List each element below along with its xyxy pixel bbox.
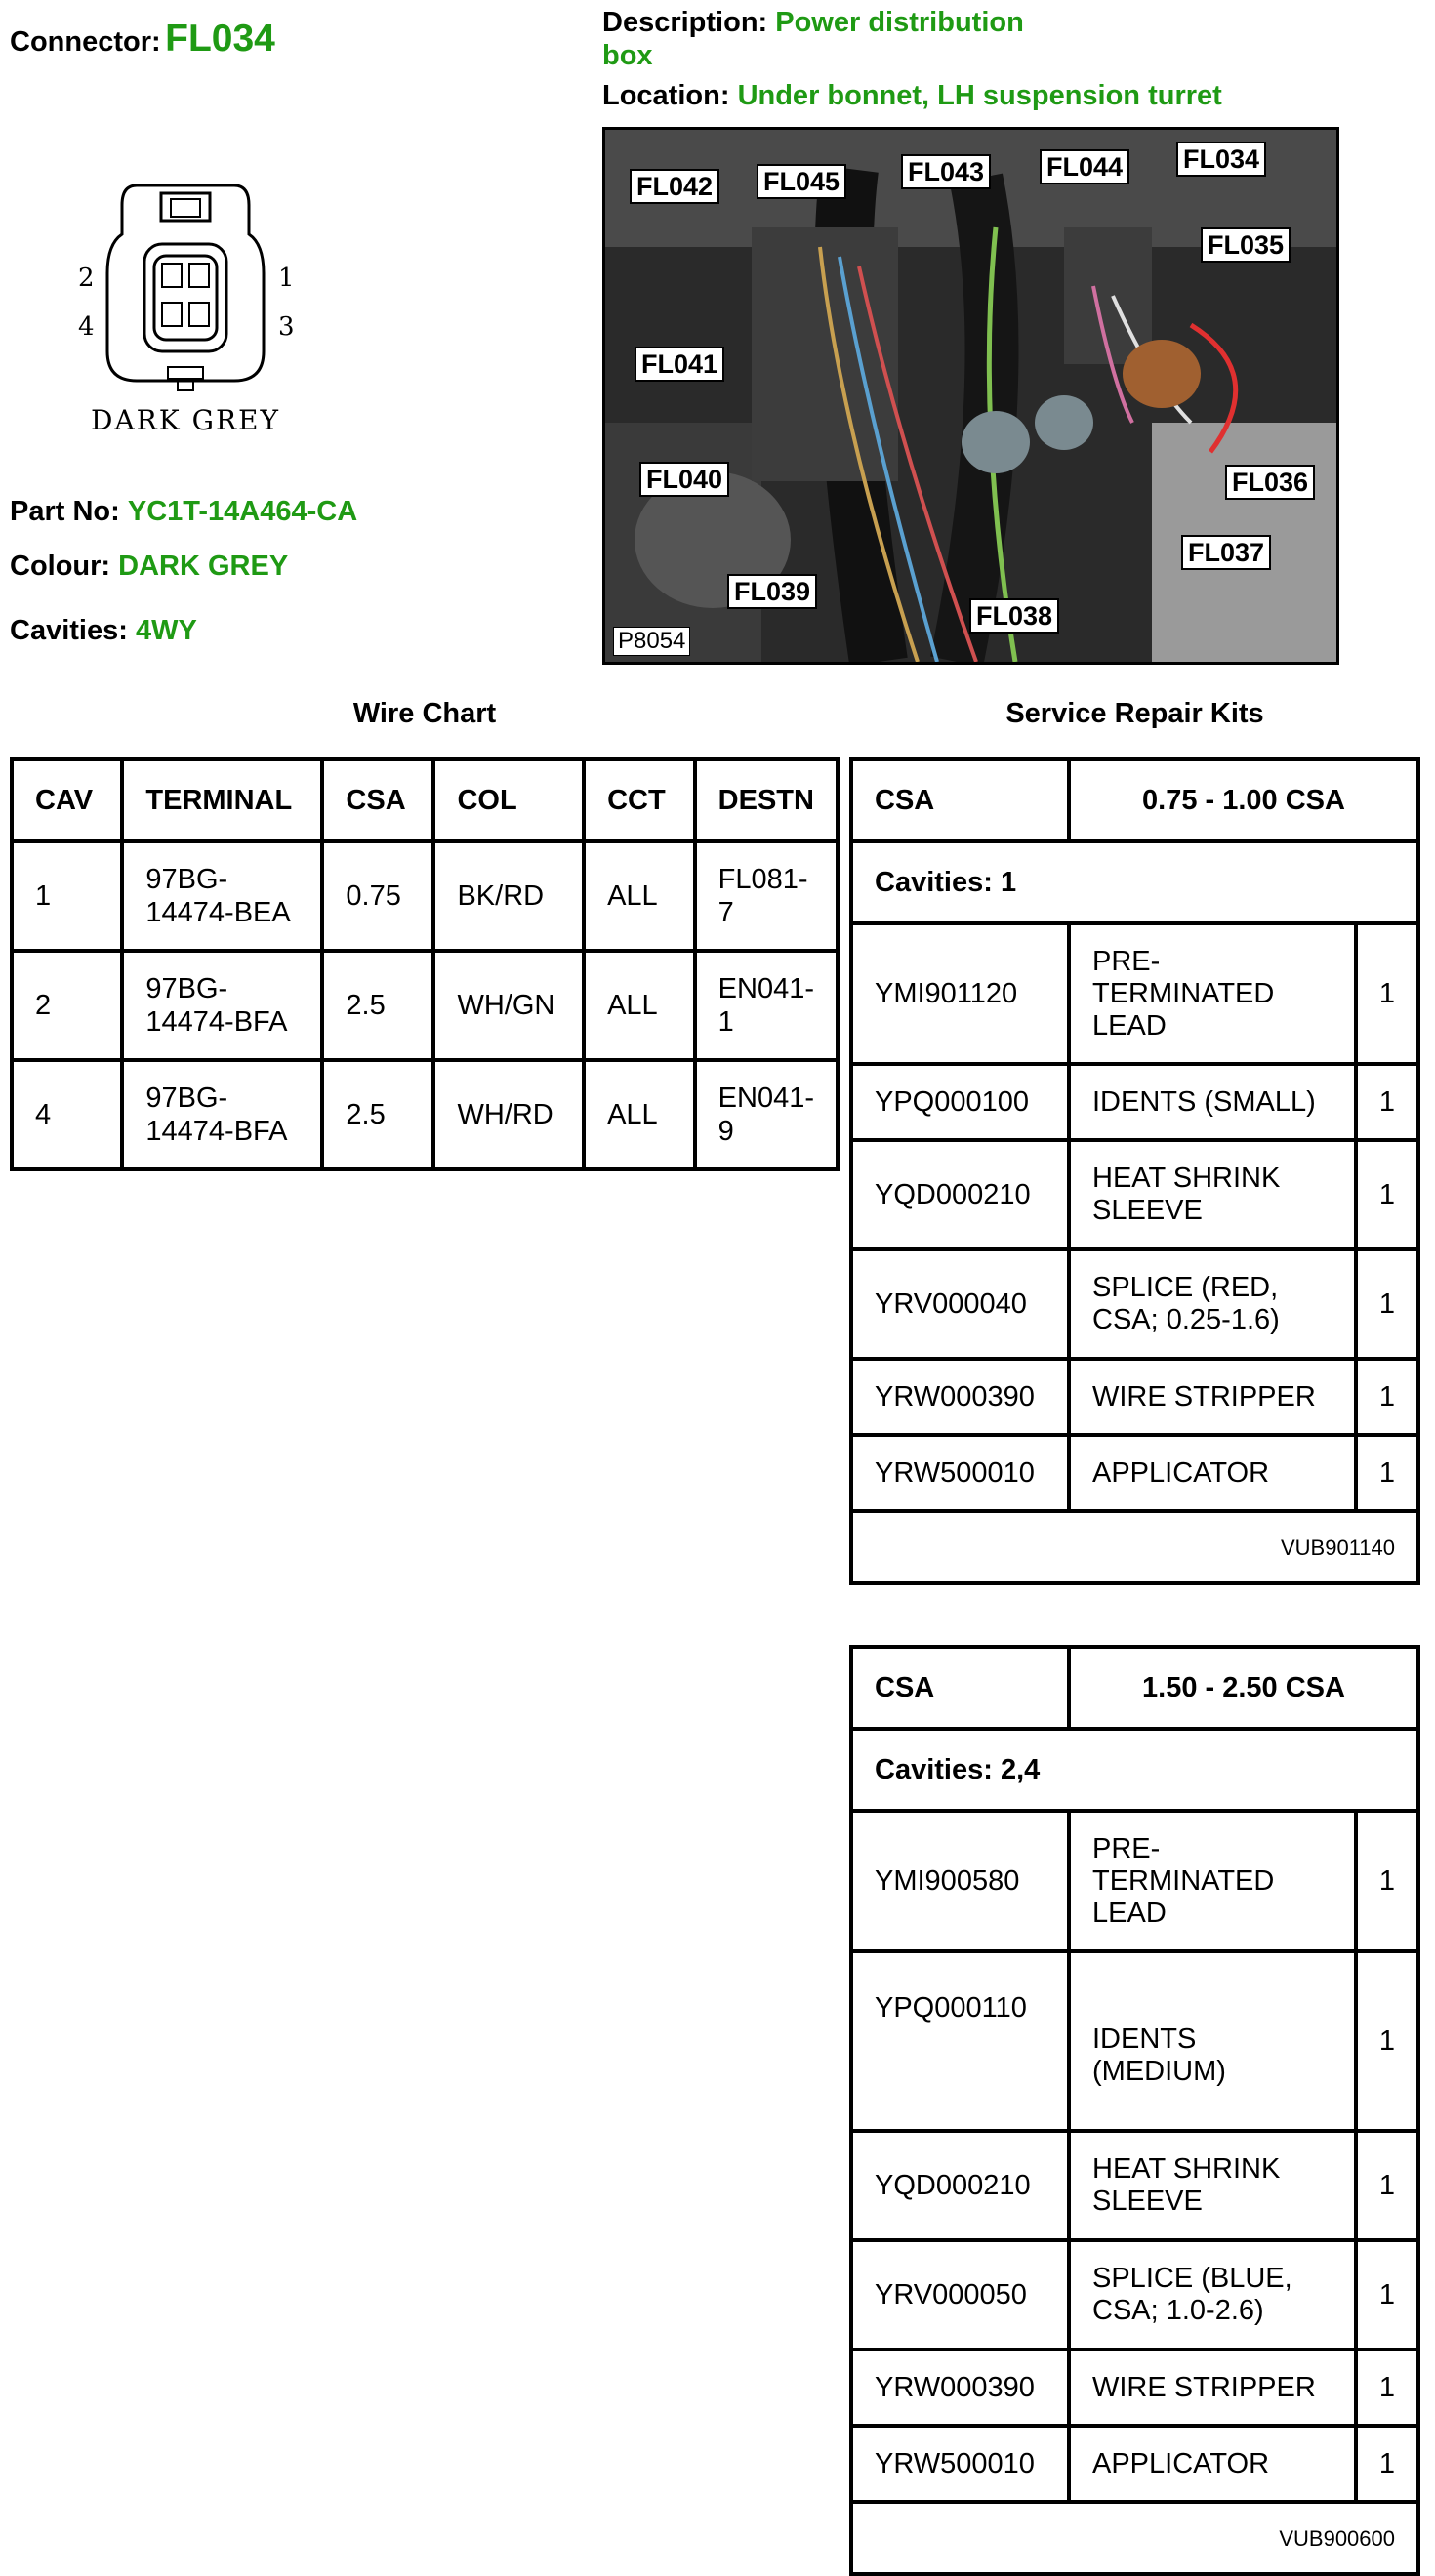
destn-line-1: EN041- [718, 973, 814, 1004]
list-item [851, 2240, 1418, 2350]
kit-desc: APPLICATOR [1069, 2426, 1356, 2502]
kit-footer-row [851, 2502, 1418, 2574]
diagram-colour-text: DARK GREY [91, 404, 280, 436]
kit-cavities: Cavities: 2,4 [851, 1729, 1418, 1811]
cell-terminal [122, 1060, 322, 1169]
cell-cav: 1 [12, 841, 122, 951]
kit-desc-line-1: HEAT SHRINK [1092, 1163, 1281, 1194]
pin-label-1: 1 [278, 264, 295, 293]
callout-fl043: FL043 [901, 154, 991, 189]
kit-part: YPQ000110 [851, 1951, 1069, 2131]
list-item [851, 1951, 1418, 2131]
callout-fl044: FL044 [1040, 149, 1129, 184]
kit-part: YMI900580 [851, 1811, 1069, 1951]
terminal-line-2: 14474-BFA [145, 1006, 288, 1038]
kit-desc [1069, 1951, 1356, 2131]
kit-desc-line-2: SLEEVE [1092, 1195, 1203, 1226]
kit-desc-line-3: LEAD [1092, 1009, 1167, 1042]
kit-desc: WIRE STRIPPER [1069, 2350, 1356, 2426]
kit-part: YRV000040 [851, 1249, 1069, 1359]
description [602, 6, 1149, 72]
list-item [851, 923, 1418, 1064]
col-header-csa: CSA [322, 759, 433, 841]
part-number-label: Part No: [10, 496, 120, 527]
kit-qty: 1 [1356, 2131, 1418, 2240]
cell-col: WH/RD [433, 1060, 584, 1169]
callout-fl041: FL041 [635, 347, 724, 382]
list-item [851, 1811, 1418, 1951]
connector-face-diagram [68, 166, 303, 449]
kit-csa-label: CSA [851, 759, 1069, 841]
cell-cct: ALL [584, 951, 695, 1060]
kit-desc: IDENTS (SMALL) [1069, 1064, 1356, 1140]
kit-cavities-row [851, 1729, 1418, 1811]
kit-part: YQD000210 [851, 2131, 1069, 2240]
kit-desc-line-1: SPLICE (RED, [1092, 1272, 1279, 1303]
col-header-cct: CCT [584, 759, 695, 841]
destn-line-2: 1 [718, 1006, 734, 1038]
list-item [851, 2131, 1418, 2240]
kit-desc: WIRE STRIPPER [1069, 1359, 1356, 1435]
table-row [12, 1060, 838, 1169]
list-item [851, 1140, 1418, 1249]
kit-header-row [851, 759, 1418, 841]
colour [10, 551, 288, 583]
callout-fl039: FL039 [727, 574, 817, 609]
cell-csa: 2.5 [322, 951, 433, 1060]
repair-kit-2-table [849, 1645, 1420, 2576]
kit-desc-line-2: TERMINATED [1092, 1864, 1275, 1897]
description-value-2: box [602, 40, 653, 71]
kit-desc [1069, 2240, 1356, 2350]
destn-line-2: 7 [718, 897, 734, 928]
kit-csa-range: 1.50 - 2.50 CSA [1069, 1647, 1418, 1729]
connector-label: Connector: [10, 26, 161, 58]
pin-label-3: 3 [278, 312, 295, 342]
kit-desc-line-2: TERMINATED [1092, 977, 1275, 1009]
pin-label-4: 4 [78, 312, 95, 342]
callout-fl036: FL036 [1225, 465, 1315, 500]
kit-footer-row [851, 1511, 1418, 1583]
cell-terminal [122, 841, 322, 951]
cell-cct: ALL [584, 1060, 695, 1169]
repair-kit-1-table [849, 757, 1420, 1585]
terminal-line-2: 14474-BEA [145, 897, 291, 928]
kit-part: YRV000050 [851, 2240, 1069, 2350]
kit-part: YPQ000100 [851, 1064, 1069, 1140]
connector-heading [10, 18, 275, 61]
kit-desc-line-1: HEAT SHRINK [1092, 2153, 1281, 2185]
connector-face-icon [68, 166, 303, 400]
destn-line-2: 9 [718, 1116, 734, 1147]
kit-part: YMI901120 [851, 923, 1069, 1064]
cell-destn [695, 841, 838, 951]
colour-value: DARK GREY [118, 551, 289, 582]
cell-col: BK/RD [433, 841, 584, 951]
kit-part: YRW000390 [851, 2350, 1069, 2426]
kit-qty: 1 [1356, 1140, 1418, 1249]
list-item [851, 1435, 1418, 1511]
terminal-line-2: 14474-BFA [145, 1116, 288, 1147]
cell-destn [695, 951, 838, 1060]
kit-code: VUB901140 [851, 1511, 1418, 1583]
cell-col: WH/GN [433, 951, 584, 1060]
list-item [851, 2350, 1418, 2426]
list-item [851, 1064, 1418, 1140]
location-photo [602, 127, 1339, 665]
table-row [12, 841, 838, 951]
kit-qty: 1 [1356, 1064, 1418, 1140]
kit-code: VUB900600 [851, 2502, 1418, 2574]
kit-qty: 1 [1356, 1951, 1418, 2131]
destn-line-1: FL081- [718, 864, 808, 895]
terminal-line-1: 97BG- [145, 864, 228, 895]
kit-qty: 1 [1356, 1811, 1418, 1951]
callout-fl045: FL045 [757, 164, 846, 199]
kit-qty: 1 [1356, 2426, 1418, 2502]
wire-chart-title: Wire Chart [352, 698, 497, 729]
callout-fl042: FL042 [630, 169, 719, 204]
kit-part: YRW000390 [851, 1359, 1069, 1435]
kit-part: YQD000210 [851, 1140, 1069, 1249]
list-item [851, 2426, 1418, 2502]
kit-part: YRW500010 [851, 1435, 1069, 1511]
location-label: Location: [602, 80, 730, 111]
terminal-line-1: 97BG- [145, 973, 228, 1004]
kit-qty: 1 [1356, 2240, 1418, 2350]
description-value-1: Power distribution [775, 7, 1024, 38]
kit-csa-range: 0.75 - 1.00 CSA [1069, 759, 1418, 841]
kit-desc [1069, 923, 1356, 1064]
kit-qty: 1 [1356, 1359, 1418, 1435]
photo-code: P8054 [613, 627, 690, 656]
kit-desc-line-2: (MEDIUM) [1092, 2056, 1226, 2087]
part-number [10, 496, 357, 528]
cavities-label: Cavities: [10, 615, 128, 646]
cell-destn [695, 1060, 838, 1169]
wire-chart-table [10, 757, 840, 1171]
cavities [10, 615, 197, 647]
callout-fl037: FL037 [1181, 535, 1271, 570]
kit-desc-line-1: SPLICE (BLUE, [1092, 2263, 1292, 2294]
kit-header-row [851, 1647, 1418, 1729]
engine-bay-image [605, 130, 1336, 662]
list-item [851, 1359, 1418, 1435]
cavities-value: 4WY [135, 615, 197, 646]
kit-csa-label: CSA [851, 1647, 1069, 1729]
cell-cav: 2 [12, 951, 122, 1060]
kit-qty: 1 [1356, 2350, 1418, 2426]
kit-desc-line-2: SLEEVE [1092, 2186, 1203, 2217]
callout-fl038: FL038 [969, 598, 1059, 634]
table-row [12, 951, 838, 1060]
kit-part: YRW500010 [851, 2426, 1069, 2502]
colour-label: Colour: [10, 551, 111, 582]
wire-chart-header-row [12, 759, 838, 841]
kit-desc-line-1: IDENTS [1092, 2024, 1197, 2055]
kit-qty: 1 [1356, 1435, 1418, 1511]
cell-terminal [122, 951, 322, 1060]
col-header-destn: DESTN [695, 759, 838, 841]
callout-fl040: FL040 [639, 462, 729, 497]
kit-desc-line-2: CSA; 0.25-1.6) [1092, 1304, 1280, 1335]
pin-label-2: 2 [78, 264, 95, 293]
kit-qty: 1 [1356, 1249, 1418, 1359]
col-header-col: COL [433, 759, 584, 841]
kit-cavities: Cavities: 1 [851, 841, 1418, 923]
kit-desc-line-3: LEAD [1092, 1897, 1167, 1929]
part-number-value: YC1T-14A464-CA [127, 496, 358, 527]
kit-desc [1069, 1811, 1356, 1951]
cell-cav: 4 [12, 1060, 122, 1169]
kit-desc [1069, 1249, 1356, 1359]
kit-desc-line-2: CSA; 1.0-2.6) [1092, 2295, 1264, 2326]
cell-cct: ALL [584, 841, 695, 951]
kit-cavities-row [851, 841, 1418, 923]
callout-fl035: FL035 [1201, 227, 1291, 263]
kit-desc [1069, 1140, 1356, 1249]
location [602, 80, 1222, 112]
list-item [851, 1249, 1418, 1359]
kit-desc [1069, 2131, 1356, 2240]
kit-desc: APPLICATOR [1069, 1435, 1356, 1511]
cell-csa: 2.5 [322, 1060, 433, 1169]
description-label: Description: [602, 7, 768, 38]
kit-desc-line-1: PRE- [1092, 945, 1161, 977]
terminal-line-1: 97BG- [145, 1083, 228, 1114]
location-value: Under bonnet, LH suspension turret [737, 80, 1222, 111]
cell-csa: 0.75 [322, 841, 433, 951]
destn-line-1: EN041- [718, 1083, 814, 1114]
kit-qty: 1 [1356, 923, 1418, 1064]
repair-kits-title: Service Repair Kits [1005, 698, 1264, 729]
col-header-terminal: TERMINAL [122, 759, 322, 841]
callout-fl034: FL034 [1176, 142, 1266, 177]
connector-value: FL034 [165, 18, 275, 60]
kit-desc-line-1: PRE- [1092, 1832, 1161, 1864]
col-header-cav: CAV [12, 759, 122, 841]
